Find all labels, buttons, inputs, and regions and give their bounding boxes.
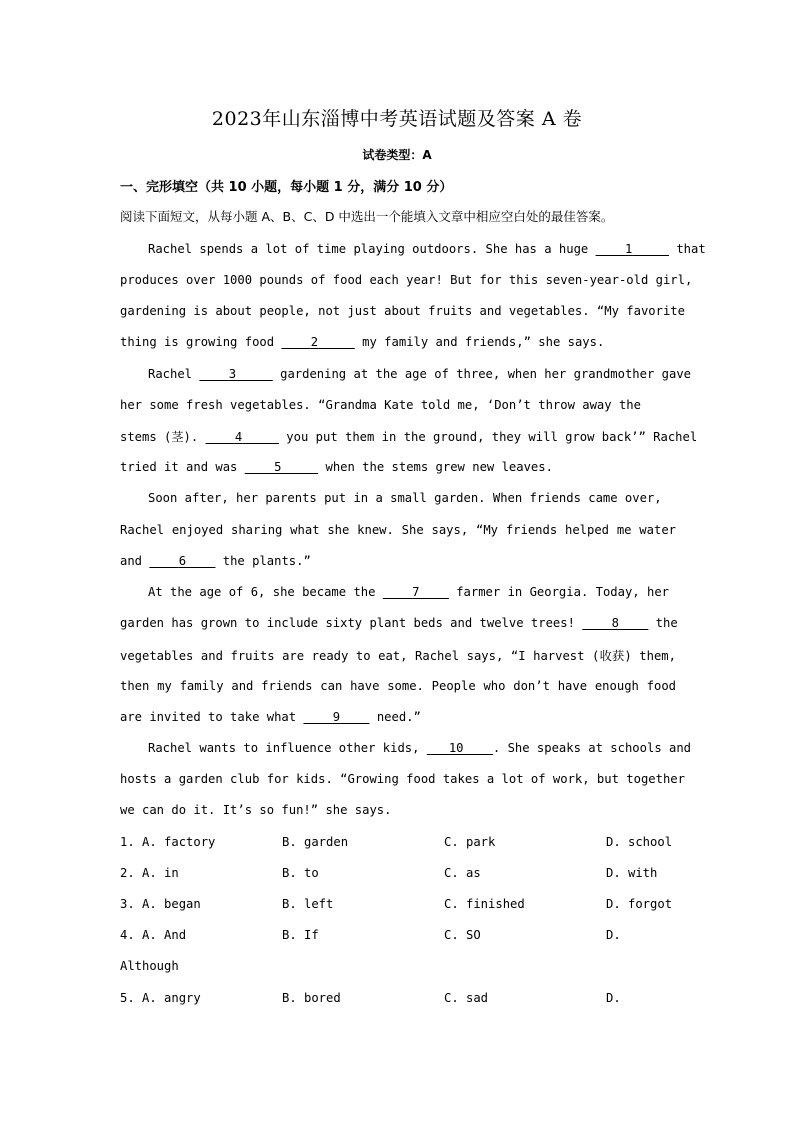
blank-6: 6 [178,554,187,568]
passage-line: At the age of 6, she became the 7 farmer in Georgia. Today, her [148,585,669,599]
option-b: B. garden [282,835,349,849]
passage-line: we can do it. It’s so fun!” she says. [120,803,392,817]
blank-7: 7 [412,585,420,599]
blank-8: 8 [611,616,619,630]
blank-9: 9 [332,710,341,724]
passage-line: are invited to take what 9 need.” [120,710,421,724]
blank-4: 4 [234,430,243,444]
passage-line: Rachel spends a lot of time playing outdoors. She has a huge 1 that [148,242,706,256]
passage-line: Rachel 3 gardening at the age of three, when her grandmother gave [148,367,692,381]
option-c: C. park [444,835,496,849]
option-c: C. SO [444,928,481,942]
option-a: 4. A. And [120,928,187,942]
passage-line: her some fresh vegetables. “Grandma Kate told me, ‘Don’t throw away the [120,398,641,412]
passage-line: thing is growing food 2 my family and friends,” she says. [120,335,605,349]
option-d: D. forgot [606,897,673,911]
instruction: 阅读下面短文，从每小题 A、B、C、D 中选出一个能填入文章中相应空白处的最佳答案。 [120,209,614,224]
blank-3: 3 [228,367,237,381]
option-a: 1. A. factory [120,835,216,849]
passage-line: gardening is about people, not just about fruits and vegetables. “My favorite [120,304,685,318]
passage-line: then my family and friends can have some. People who don’t have enough food [120,679,676,693]
option-a: 5. A. angry [120,991,201,1005]
option-b: B. to [282,866,319,880]
option-d-wrapped-text: Although [120,959,179,973]
passage-line: hosts a garden club for kids. “Growing food takes a lot of work, but together [120,772,685,786]
option-c: C. as [444,866,481,880]
blank-1: 1 [624,242,633,256]
section-heading: 一、完形填空（共 10 小题，每小题 1 分，满分 10 分） [120,180,453,195]
blank-2: 2 [310,335,319,349]
passage-line: produces over 1000 pounds of food each year! But for this seven-year-old girl, [120,273,693,287]
passage-line: and 6 the plants.” [120,554,311,568]
passage-line: vegetables and fruits are ready to eat, Rachel says, “I harvest (收获) them, [120,649,676,663]
option-b: B. bored [282,991,341,1005]
passage-line: stems (茎). 4 you put them in the ground, they will grow back’” Rachel [120,430,698,444]
option-d: D. [606,991,621,1005]
passage-line: Rachel wants to influence other kids, 10 . She speaks at schools and [148,741,692,755]
option-a: 3. A. began [120,897,201,911]
passage-line: tried it and was 5 when the stems grew new leaves. [120,460,553,474]
option-b: B. If [282,928,319,942]
option-d: D. school [606,835,673,849]
option-b: B. left [282,897,334,911]
option-c: C. sad [444,991,489,1005]
passage-line: Rachel enjoyed sharing what she knew. She says, “My friends helped me water [120,523,676,537]
option-a: 2. A. in [120,866,179,880]
blank-10: 10 [448,741,464,755]
paper-type: 试卷类型：A [362,148,432,162]
option-c: C. finished [444,897,525,911]
option-d: D. [606,928,621,942]
passage-line: Soon after, her parents put in a small garden. When friends came over, [148,491,662,505]
page-title: 2023年山东淄博中考英语试题及答案 A 卷 [211,108,583,130]
passage-line: garden has grown to include sixty plant beds and twelve trees! 8 the [120,616,678,630]
option-d: D. with [606,866,658,880]
blank-5: 5 [274,460,282,474]
